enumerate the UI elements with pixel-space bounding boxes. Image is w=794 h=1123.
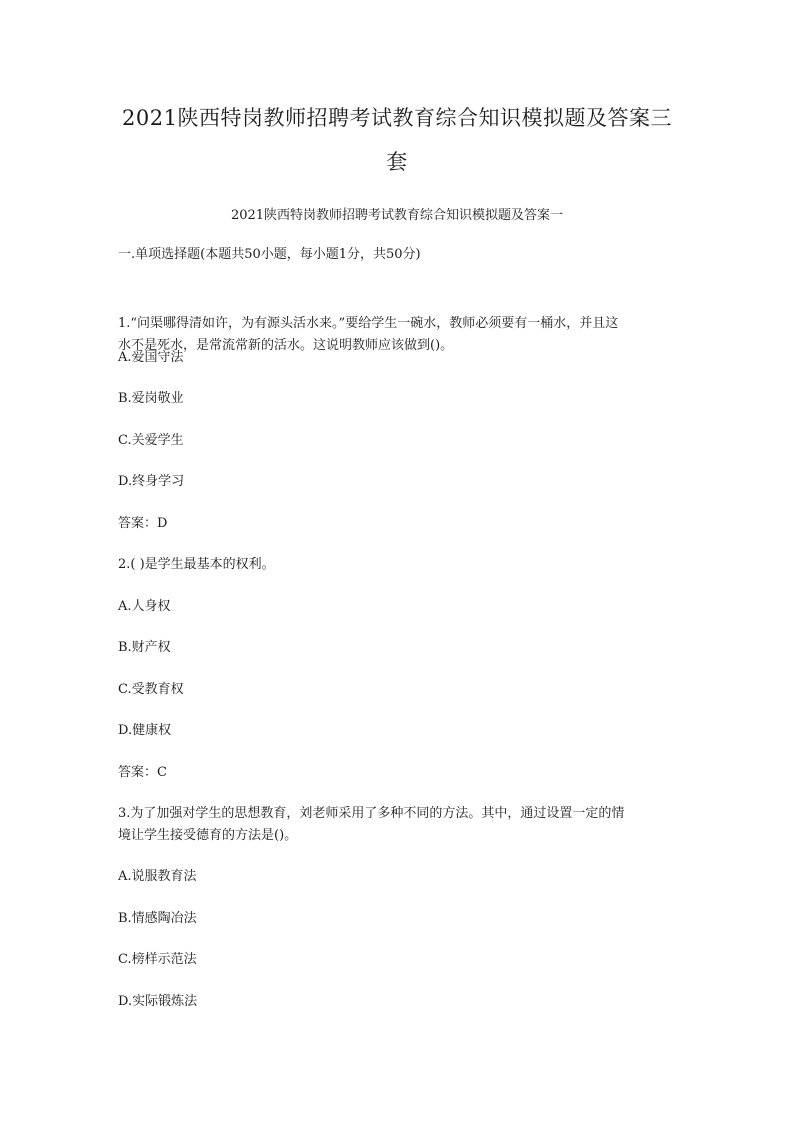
question-1-stem-line-2: 水不是死水，是常流常新的活水。这说明教师应该做到()。: [118, 338, 454, 353]
question-2-answer: 答案：C: [118, 765, 167, 780]
question-2-option-c: C.受教育权: [118, 682, 184, 697]
question-1-option-a: A.爱国守法: [118, 350, 184, 365]
question-3-stem-line-2: 境让学生接受德育的方法是()。: [118, 828, 298, 843]
question-2-option-a: A.人身权: [118, 599, 171, 614]
question-1-option-d: D.终身学习: [118, 474, 185, 489]
title-line-1: 2021陕西特岗教师招聘考试教育综合知识模拟题及答案三: [122, 106, 672, 130]
title-line-2: 套: [386, 150, 408, 174]
question-3-option-a: A.说服教育法: [118, 869, 197, 884]
question-3-option-d: D.实际锻炼法: [118, 994, 198, 1009]
question-3-option-b: B.情感陶冶法: [118, 911, 197, 926]
question-1-answer: 答案：D: [118, 516, 168, 531]
question-1-stem-line-1: 1.“问渠哪得清如许，为有源头活水来。”要给学生一碗水，教师必须要有一桶水，并且这: [118, 316, 619, 331]
question-1-option-b: B.爱岗敬业: [118, 391, 184, 406]
subtitle: 2021陕西特岗教师招聘考试教育综合知识模拟题及答案一: [230, 208, 564, 223]
question-3-stem-line-1: 3.为了加强对学生的思想教育，刘老师采用了多种不同的方法。其中，通过设置一定的情: [118, 806, 625, 821]
question-2-option-d: D.健康权: [118, 723, 172, 738]
question-1-option-c: C.关爱学生: [118, 433, 184, 448]
question-3-option-c: C.榜样示范法: [118, 952, 197, 967]
document-title: [112, 100, 682, 180]
question-2-stem: 2.( )是学生最基本的权利。: [118, 557, 275, 572]
question-2-option-b: B.财产权: [118, 640, 171, 655]
section-heading: 一.单项选择题(本题共50小题，每小题1分，共50分): [118, 247, 421, 262]
question-3-stem: [118, 803, 678, 847]
